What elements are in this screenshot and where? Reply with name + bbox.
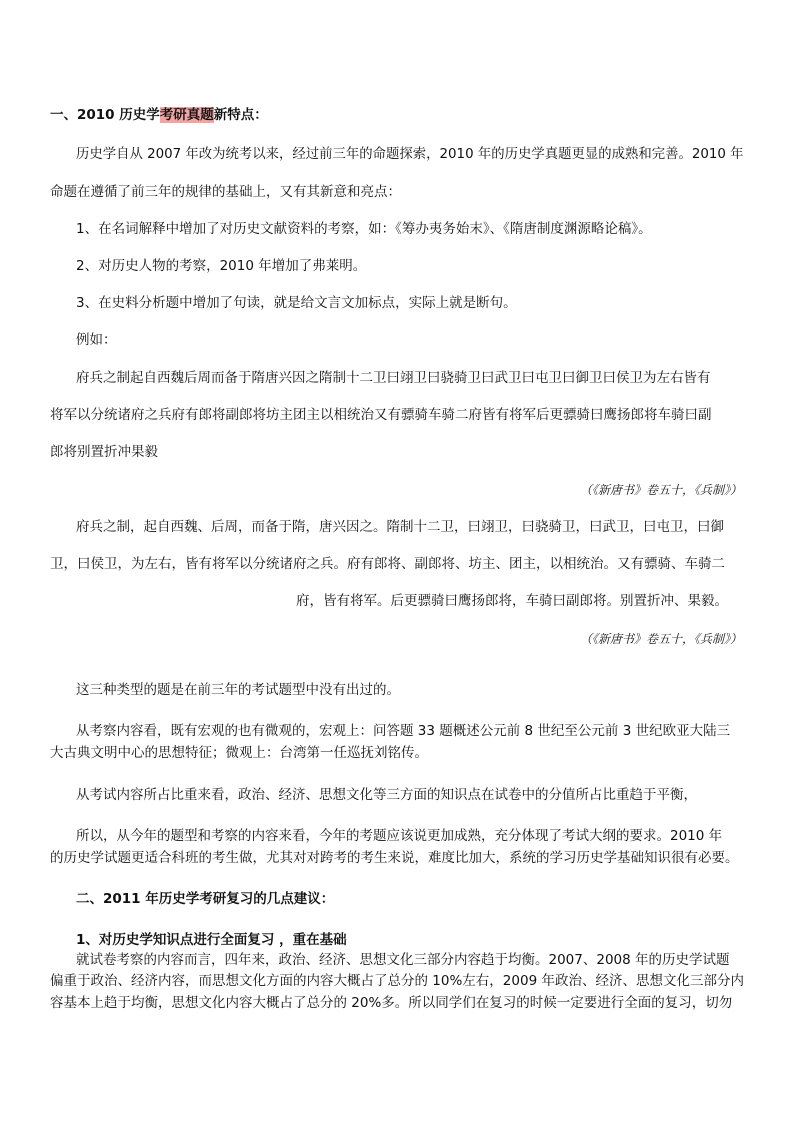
paragraph-conclusion-line-2: 的历史学试题更适合科班的考生做，尤其对对跨考的考生来说，难度比加大，系统的学习历史学基础知识很有必要。	[50, 850, 739, 866]
paragraph-macro-line-1: 从考察内容看，既有宏观的也有微观的，宏观上：问答题 33 题概述公元前 8 世纪至公元前 3 世纪欧亚大陆三	[76, 723, 731, 739]
raw-text-line-1: 府兵之制起自西魏后周而备于隋唐兴因之隋制十二卫曰翊卫曰骁骑卫曰武卫曰屯卫曰御卫曰侯卫为左右皆有	[76, 370, 711, 386]
punctuated-line-2: 卫，曰侯卫，为左右，皆有将军以分统诸府之兵。府有郎将、副郎将、坊主、团主，以相统治。又有骠骑、车骑二	[50, 556, 725, 572]
point-3: 3、在史料分析题中增加了句读，就是给文言文加标点，实际上就是断句。	[76, 295, 517, 311]
subsection1-line-3: 容基本上趋于均衡，思想文化内容大概占了总分的 20%多。所以同学们在复习的时候一定要进行全面的复习，切勿	[50, 995, 733, 1011]
point-2: 2、对历史人物的考察，2010 年增加了弗莱明。	[76, 258, 367, 274]
intro-line-2: 命题在遵循了前三年的规律的基础上，又有其新意和亮点：	[50, 184, 401, 200]
section2-heading: 二、2011 年历史学考研复习的几点建议：	[76, 891, 335, 907]
raw-text-line-2: 将军以分统诸府之兵府有郎将副郎将坊主团主以相统治又有骠骑车骑二府皆有将军后更骠骑曰鹰扬郎将车骑曰副	[50, 407, 712, 423]
punctuated-line-1: 府兵之制，起自西魏、后周，而备于隋，唐兴因之。隋制十二卫，曰翊卫，曰骁骑卫，曰武卫，曰屯卫，曰御	[76, 519, 724, 535]
paragraph-macro-line-2: 大古典文明中心的思想特征；微观上：台湾第一任巡抚刘铭传。	[50, 745, 428, 761]
raw-text-line-3: 郎将别置折冲果毅	[50, 444, 158, 460]
subsection1-line-2: 偏重于政治、经济内容，而思想文化方面的内容大概占了总分的 10%左右，2009 年政治、经济、思想文化三部分内	[50, 973, 744, 989]
example-label: 例如：	[76, 332, 117, 348]
section1-heading-suffix: 新特点：	[213, 107, 268, 123]
intro-line-1: 历史学自从 2007 年改为统考以来，经过前三年的命题探索，2010 年的历史学真题更显的成熟和完善。2010 年	[76, 147, 744, 162]
highlighted-text: 考研真题	[159, 107, 214, 123]
section1-heading-prefix: 一、2010 历史学	[50, 107, 160, 123]
punctuated-line-3: 府，皆有将军。后更骠骑曰鹰扬郎将，车骑曰副郎将。别置折冲、果毅。	[296, 593, 728, 609]
subsection1-heading: 1、对历史学知识点进行全面复习 ，重在基础	[76, 932, 347, 948]
subsection1-line-1: 就试卷考察的内容而言，四年来，政治、经济、思想文化三部分内容趋于均衡。2007、2008 年的历史学试题	[76, 952, 730, 968]
paragraph-question-types: 这三种类型的题是在前三年的考试题型中没有出过的。	[76, 682, 400, 698]
paragraph-conclusion-line-1: 所以，从今年的题型和考察的内容来看，今年的考题应该说更加成熟，充分体现了考试大纲的要求。2010 年	[76, 828, 723, 844]
point-1: 1、在名词解释中增加了对历史文献资料的考察，如：《筹办夷务始末》、《隋唐制度渊源略论稿》。	[76, 221, 652, 237]
citation-2: （《新唐书》卷五十，《兵制》）	[579, 632, 742, 646]
paragraph-balance: 从考试内容所占比重来看，政治、经济、思想文化等三方面的知识点在试卷中的分值所占比重趋于平衡，	[76, 787, 697, 803]
citation-1: （《新唐书》卷五十，《兵制》）	[579, 483, 742, 497]
section1-heading	[50, 107, 268, 123]
